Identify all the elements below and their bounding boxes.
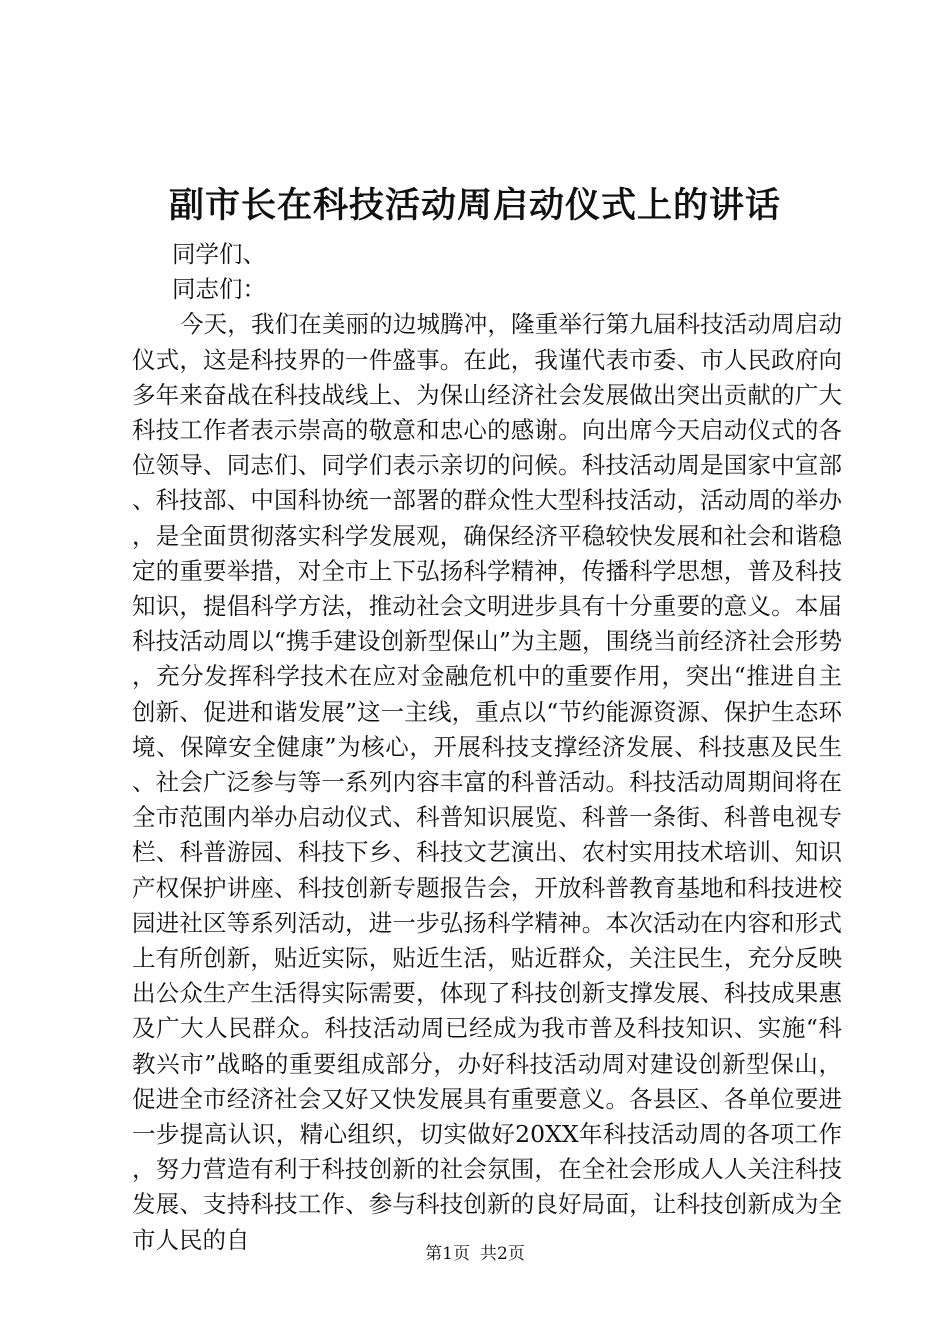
page-footer [0,1242,950,1266]
document-title: 副市长在科技活动周启动仪式上的讲话 [168,185,781,226]
salutation-comrades: 同志们： [172,275,266,304]
body-paragraph: 今天，我们在美丽的边城腾冲，隆重举行第九届科技活动周启动仪式，这是科技界的一件盛事。在此，我谨代表市委、市人民政府向多年来奋战在科技战线上、为保山经济社会发展做出突出贡献的广大科技工作者表示崇高的敬意和忠心的感谢。向出席今天启动仪式的各位领导、同志们、同学们表示亲切的问候。科技活动周是国家中宣部、科技部、中国科协统一部署的群众性大型科技活动，活动周的举办，是全面贯彻落实科学发展观，确保经济平稳较快发展和社会和谐稳定的重要举措，对全市上下弘扬科学精神，传播科学思想，普及科技知识，提倡科学方法，推动社会文明进步具有十分重要的意义。本届科技活动周以“携手建设创新型保山”为主题，围绕当前经济社会形势，充分发挥科学技术在应对金融危机中的重要作用，突出“推进自主创新、促进和谐发展”这一主线，重点以“节约能源资源、保护生态环境、保障安全健康”为核心，开展科技支撑经济发展、科技惠及民生、社会广泛参与等一系列内容丰富的科普活动。科技活动周期间将在全市范围内举办启动仪式、科普知识展览、科普一条街、科普电视专栏、科普游园、科技下乡、科技文艺演出、农村实用技术培训、知识产权保护讲座、科技创新专题报告会，开放科普教育基地和科技进校园进社区等系列活动，进一步弘扬科学精神。本次活动在内容和形式上有所创新，贴近实际，贴近生活，贴近群众，关注民生，充分反映出公众生产生活得实际需要，体现了科技创新支撑发展、科技成果惠及广大人民群众。科技活动周已经成为我市普及科技知识、实施“科教兴市”战略的重要组成部分，办好科技活动周对建设创新型保山，促进全市经济社会又好又快发展具有重要意义。各县区、各单位要进一步提高认识，精心组织，切实做好20XX年科技活动周的各项工作，努力营造有利于科技创新的社会氛围，在全社会形成人人关注科技发展、支持科技工作、参与科技创新的良好局面，让科技创新成为全市人民的自 [132,310,842,1254]
page-number-current: 第1页 [425,1244,470,1264]
page-number-total: 共2页 [480,1244,525,1264]
document-body [132,237,842,1258]
salutation-students: 同学们、 [172,240,266,268]
